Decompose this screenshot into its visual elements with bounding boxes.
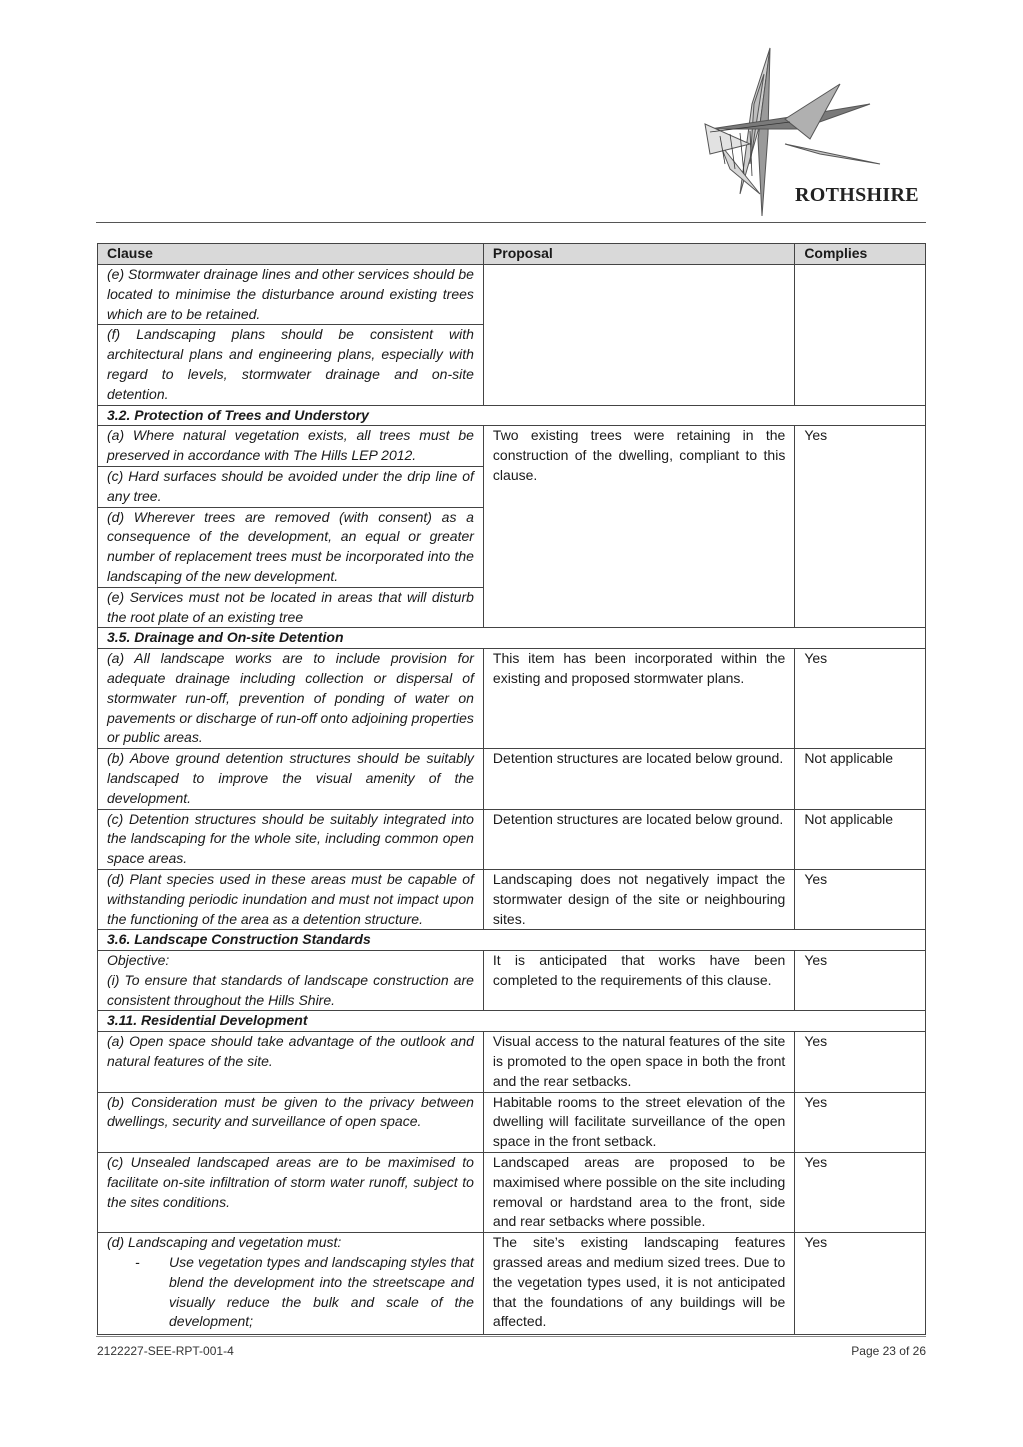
- section-heading: 3.5. Drainage and On-site Detention: [98, 628, 926, 649]
- clause-cell: [98, 1233, 484, 1335]
- clause-cell: [98, 951, 484, 1011]
- header-complies: Complies: [795, 244, 926, 265]
- header-rule: [96, 222, 926, 223]
- table-row: [98, 1092, 926, 1152]
- proposal-cell: Landscaped areas are proposed to be maximised where possible on the site including removal or hardstand area to the front, side and rear setbacks where possible.: [483, 1153, 794, 1233]
- clause-cell: (b) Above ground detention structures should be suitably landscaped to improve the visual amenity of the development.: [98, 749, 484, 809]
- section-row: [98, 405, 926, 426]
- table-row: [98, 809, 926, 869]
- proposal-cell: Two existing trees were retaining in the construction of the dwelling, compliant to this clause.: [483, 426, 794, 628]
- clause-cell: (c) Unsealed landscaped areas are to be maximised to facilitate on-site infiltration of storm water runoff, subject to the sites conditions.: [98, 1153, 484, 1233]
- page-number: Page 23 of 26: [851, 1344, 926, 1358]
- clause-cell: (e) Stormwater drainage lines and other services should be located to minimise the disturbance around existing trees which are to be retained.: [98, 265, 484, 325]
- complies-cell: Yes: [795, 869, 926, 929]
- complies-cell: Yes: [795, 1153, 926, 1233]
- table-row: [98, 1153, 926, 1233]
- table-row: [98, 869, 926, 929]
- bullet-dash: -: [135, 1254, 140, 1271]
- table-row: [98, 426, 926, 467]
- table-row: [98, 265, 926, 325]
- clause-cell: (a) All landscape works are to include provision for adequate drainage including collection or dispersal of stormwater run-off, prevention of ponding of water on pavements or discharge of run-off onto adjoining properties or public areas.: [98, 649, 484, 749]
- clause-cell: (f) Landscaping plans should be consistent with architectural plans and engineering plans, especially with regard to levels, stormwater drainage and on-site detention.: [98, 325, 484, 405]
- section-heading: 3.11. Residential Development: [98, 1011, 926, 1032]
- complies-cell: Yes: [795, 649, 926, 749]
- header-proposal: Proposal: [483, 244, 794, 265]
- proposal-cell: Detention structures are located below ground.: [483, 749, 794, 809]
- clause-cell: (c) Detention structures should be suitably integrated into the landscaping for the whole site, including common open space areas.: [98, 809, 484, 869]
- clause-cell: (e) Services must not be located in areas that will disturb the root plate of an existing tree: [98, 587, 484, 628]
- bullet-item: [107, 1253, 474, 1332]
- document-reference: 2122227-SEE-RPT-001-4: [97, 1344, 234, 1358]
- section-row: [98, 930, 926, 951]
- table-row: [98, 749, 926, 809]
- section-row: [98, 1011, 926, 1032]
- complies-cell: Not applicable: [795, 749, 926, 809]
- bullet-text: Use vegetation types and landscaping styles that blend the development into the streetscape and visually reduce the bulk and scale of the development;: [169, 1254, 474, 1330]
- table-row: [98, 951, 926, 1011]
- clause-cell: (b) Consideration must be given to the privacy between dwellings, security and surveillance of open space.: [98, 1092, 484, 1152]
- header-clause: Clause: [98, 244, 484, 265]
- proposal-cell: This item has been incorporated within the existing and proposed stormwater plans.: [483, 649, 794, 749]
- proposal-cell: Landscaping does not negatively impact the stormwater design of the site or neighbouring sites.: [483, 869, 794, 929]
- proposal-cell: Detention structures are located below ground.: [483, 809, 794, 869]
- section-heading: 3.6. Landscape Construction Standards: [98, 930, 926, 951]
- section-heading: 3.2. Protection of Trees and Understory: [98, 405, 926, 426]
- clause-cell: (d) Wherever trees are removed (with consent) as a consequence of the development, an equal or greater number of replacement trees must be incorporated into the landscaping of the new development.: [98, 507, 484, 587]
- objective-text: (i) To ensure that standards of landscape construction are consistent throughout the Hills Shire.: [107, 971, 474, 1008]
- complies-cell: Not applicable: [795, 809, 926, 869]
- table-header-row: [98, 244, 926, 265]
- complies-cell: Yes: [795, 1032, 926, 1092]
- proposal-cell: Habitable rooms to the street elevation of the dwelling will facilitate surveillance of the open space in the front setback.: [483, 1092, 794, 1152]
- complies-cell: Yes: [795, 426, 926, 628]
- clause-cell: (a) Open space should take advantage of the outlook and natural features of the site.: [98, 1032, 484, 1092]
- objective-label: Objective:: [107, 952, 170, 969]
- table-row: [98, 649, 926, 749]
- clause-cell: (c) Hard surfaces should be avoided under the drip line of any tree.: [98, 466, 484, 507]
- proposal-cell: Visual access to the natural features of the site is promoted to the open space in both the front and the rear setbacks.: [483, 1032, 794, 1092]
- clause-intro: (d) Landscaping and vegetation must:: [107, 1234, 342, 1251]
- proposal-cell: [483, 265, 794, 406]
- proposal-cell: The site’s existing landscaping features grassed areas and medium sized trees. Due to the vegetation types used, it is not anticipated that the foundations of any buildings will be affected.: [483, 1233, 794, 1335]
- complies-cell: [795, 265, 926, 406]
- proposal-cell: It is anticipated that works have been completed to the requirements of this clause.: [483, 951, 794, 1011]
- complies-cell: Yes: [795, 1092, 926, 1152]
- table-row: [98, 1233, 926, 1335]
- table-row: [98, 1032, 926, 1092]
- footer-rule: [96, 1336, 926, 1337]
- clause-cell: (d) Plant species used in these areas must be capable of withstanding periodic inundation and must not impact upon the functioning of the area as a detention structure.: [98, 869, 484, 929]
- section-row: [98, 628, 926, 649]
- compliance-table: [97, 243, 926, 1335]
- complies-cell: Yes: [795, 951, 926, 1011]
- clause-cell: (a) Where natural vegetation exists, all trees must be preserved in accordance with The Hills LEP 2012.: [98, 426, 484, 467]
- company-name: ROTHSHIRE: [795, 184, 919, 206]
- complies-cell: Yes: [795, 1233, 926, 1335]
